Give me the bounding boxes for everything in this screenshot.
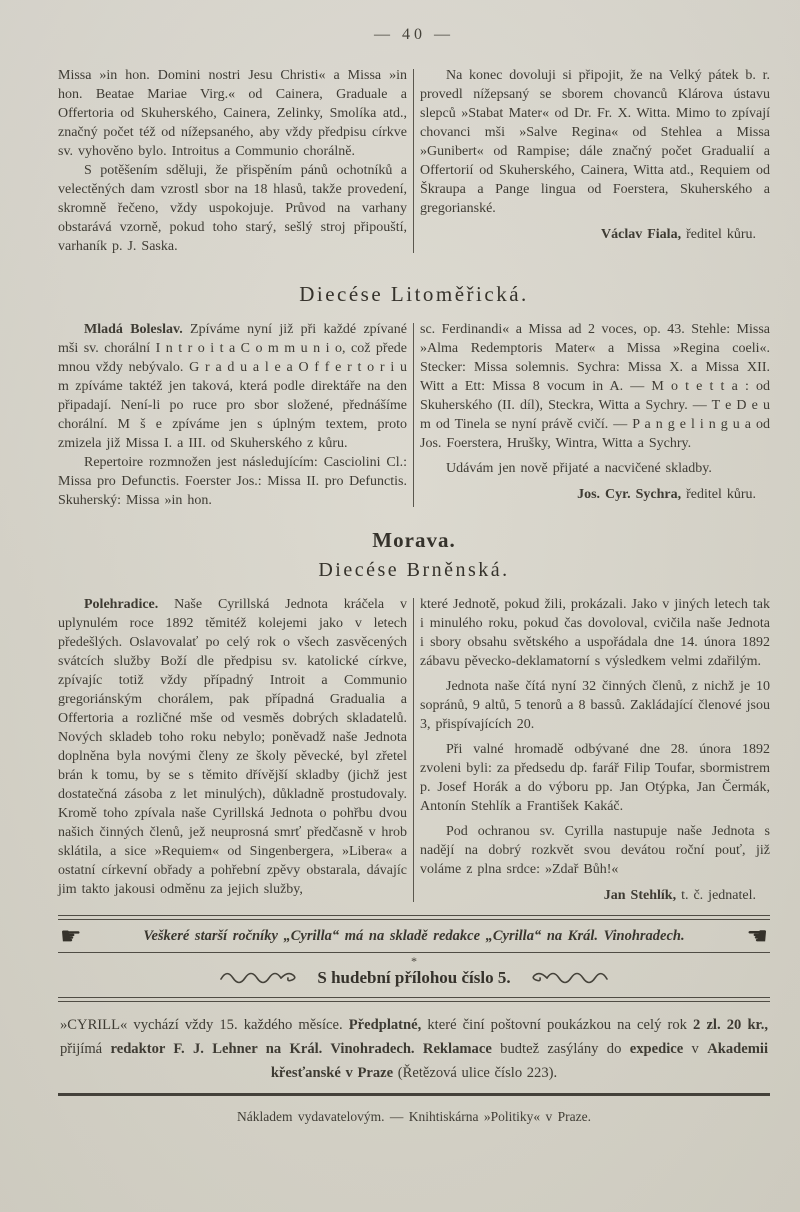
- paragraph-text: Udávám jen nově přijaté a nacvičené skladby.: [446, 461, 712, 476]
- paragraph: [58, 453, 407, 510]
- paragraph-text: Naše Cyrillská Jednota kráčela v uplynulém roce 1892 těmitéž kolejemi jako v letech předešlých. Oslavovalať po celý rok o všech zasvěcených svátcích služby Boží dle předpisu sv. katolické církve, zpívajíc totiž vždy případný Introit a Communio gregoriánským chorálem, pak případná Gradualia a Offertoria a rozličné mše od vesměs dobrých skladatelů. Nových skladeb toho roku nebylo; poněvadž naše Jednota doplněna byla novými členy ze školy pěvecké, byl zřetel brán k tomu, by se s těmito dřívější skladby (jichž jest dostatečná zásoba z let minulých), důkladně prostudovaly. Kromě toho zpívala naše Cyrillská Jednota o pohřbu dvou našich činných členů, jež neuprosná smrť předčasně v hrob sklátila, a sice »Requiem« od Singenbergera, »Libera« a ostatní církevní obřady a pohřební zpěvy obstarala, dávajíc jim takto jakousi odměnu za jejich služby,: [58, 597, 407, 897]
- signature: [420, 225, 770, 244]
- paragraph-text: S potěšením sděluji, že přispěním pánů ochotníků a velectěných dam vzrostl sbor na 18 hlasů, takže provedení, skromně řečeno, vždy uspokojuje. Průvod na varhany obstarává vzorně, pokud toho starý, sešlý stroj připouští, varhaník p. J. Saska.: [58, 163, 407, 254]
- paragraph-text: Jednota naše čítá nyní 32 činných členů, z nichž je 10 sopránů, 9 altů, 5 tenorů a 8 bassů. Zakládající členové jsou 3, přispívajících 20.: [420, 679, 770, 732]
- divider-double-rule: [58, 915, 770, 920]
- paragraph: [420, 595, 770, 671]
- paragraph-text: Na konec dovoluji si připojit, že na Velký pátek b. r. provedl nížepsaný se sborem chovanců Klárova ústavu slepců »Stabat Mater« od Dr. Fr. X. Witta. Mimo to zpívají chovanci mši »Salve Regina« od Stehlea a Missa »Gunibert« od Rampise; dále značný počet Gradualií a Offertorií od Skuherského, Cainera, Witta atd., Requiem od Škraupa a Pange lingua od Foerstera, Skuherského a gregorianské.: [420, 68, 770, 216]
- paragraph: [58, 66, 407, 161]
- divider-single-rule: [58, 952, 770, 953]
- paragraph: [420, 66, 770, 218]
- section-heading-litomerice: Diecése Litoměřická.: [299, 282, 529, 306]
- paragraph-lead: Mladá Boleslav.: [84, 322, 183, 337]
- signature-name: Jan Stehlík,: [603, 888, 677, 903]
- subscription-note: »CYRILL« vychází vždy 15. každého měsíce. Předplatné, které činí poštovní poukázkou na celý rok 2 zl. 20 kr., přijímá redaktor F. J. Lehner na Král. Vinohradech. Reklamace budtež zasýlány do expedice v Akademii křesťanské v Praze (Řetězová ulice číslo 223).: [60, 1017, 768, 1081]
- squiggle-ornament-left-icon: [219, 970, 303, 986]
- litomerice-left-column: [58, 320, 407, 510]
- page-number: — 40 —: [374, 26, 454, 43]
- supplement-line: [58, 968, 770, 988]
- paragraph: [420, 677, 770, 734]
- back-issues-notice: [60, 922, 768, 950]
- column-divider: [413, 598, 414, 902]
- paragraph: [420, 459, 770, 478]
- signature: [420, 886, 770, 905]
- paragraph-lead: Polehradice.: [84, 597, 159, 612]
- paragraph: [420, 822, 770, 879]
- intro-left-column: [58, 66, 407, 256]
- column-divider: [413, 69, 414, 253]
- section-heading-brnenska: Diecése Brněnská.: [318, 559, 510, 581]
- manicule-right-icon: ☛: [60, 922, 82, 950]
- signature-name: Jos. Cyr. Sychra,: [577, 487, 682, 502]
- litomerice-section: [58, 320, 770, 510]
- manicule-left-icon: ☚: [746, 922, 768, 950]
- signature-title: ředitel kůru.: [681, 487, 756, 502]
- paragraph-text: Při valné hromadě odbývané dne 28. února 1892 zvoleni byli: za předsedu dp. farář Filip Toufar, sbormistrem p. Josef Horák a do výboru pp. Jan Otýpka, Jan Čermák, Antonín Stehlík a František Kakáč.: [420, 742, 771, 814]
- signature-title: t. č. jednatel.: [676, 888, 756, 903]
- paragraph-text: Missa »in hon. Domini nostri Jesu Christi« a Missa »in hon. Beatae Mariae Virg.« od Cainera, Graduale a Offertoria od Skuherského, Cainera, Zelinky, Smolíka atd., značný počet též od nížepsaného, aby vždy předpisu církve sv. vyhověno bylo. Introitus a Communio chorálně.: [58, 68, 407, 159]
- separator-mark: *: [411, 954, 417, 968]
- paragraph-text: Repertoire rozmnožen jest následujícím: Casciolini Cl.: Missa pro Defunctis. Foerster Jos.: Missa II. pro Defunctis. Skuherský: Missa »in hon.: [58, 455, 407, 508]
- paragraph: [58, 161, 407, 256]
- litomerice-right-column: [420, 320, 770, 510]
- paragraph: [58, 320, 407, 453]
- divider-thick-rule: [58, 1093, 770, 1096]
- intro-section: [58, 66, 770, 256]
- brnenska-section: [58, 595, 770, 905]
- paragraph: [420, 320, 770, 453]
- brnenska-right-column: [420, 595, 770, 905]
- paragraph-text: sc. Ferdinandi« a Missa ad 2 voces, op. 43. Stehle: Missa »Alma Redemptoris Mater« a Missa »Regina coeli«. Stecker: Missa solemnis. Sychra: Missa X. a Missa XII. Witt a Ett: Missa 8 vocum in A. — M o t e t t a : od Skuherského (II. díl), Steckra, Witta a Sychry. — T e D e u m od Tinela se nyní právě cvičí. — P a n g e l i n g u a od Jos. Foerstera, Hrušky, Wintra, Witta a Sychry.: [420, 322, 770, 451]
- signature-name: Václav Fiala,: [601, 227, 682, 242]
- section-heading-morava: Morava.: [372, 528, 456, 552]
- column-divider: [413, 323, 414, 507]
- supplement-text: S hudební přílohou číslo 5.: [317, 968, 511, 987]
- paragraph-text: Zpíváme nyní již při každé zpívané mši sv. chorální I n t r o i t a C o m m u n i o, což přede mnou vždy nebývalo. G r a d u a l e a O f f e r t o r i u m zpíváme taktéž jen taková, která podle direktáře na den připadají. Není-li po ruce pro sbor složené, přednášíme chorální. M š e zpíváme jen s úplným textem, proto zmizela již Missa I. a III. od Skuherského z kůru.: [58, 322, 407, 451]
- signature-title: ředitel kůru.: [681, 227, 756, 242]
- squiggle-ornament-right-icon: [525, 970, 609, 986]
- divider-double-rule: [58, 997, 770, 1002]
- intro-right-column: [420, 66, 770, 256]
- signature: [420, 485, 770, 504]
- back-issues-notice-text: Veškeré starší ročníky „Cyrilla“ má na skladě redakce „Cyrilla“ na Král. Vinohradech.: [143, 927, 685, 944]
- imprint-footer: Nákladem vydavatelovým. — Knihtiskárna »Politiky« v Praze.: [237, 1109, 591, 1124]
- paragraph-text: Pod ochranou sv. Cyrilla nastupuje naše Jednota s nadějí na dobrý rozkvět svou devátou roční pouť, již voláme z plna srdce: »Zdař Bůh!«: [420, 824, 770, 877]
- paragraph: [58, 595, 407, 899]
- paragraph: [420, 740, 770, 816]
- paragraph-text: které Jednotě, pokud žili, prokázali. Jako v jiných letech tak i minulého roku, pokud čas dovoloval, cvičila naše Jednota i sbory obsahu světského a uspořádala dne 14. února 1892 zábavu pěvecko-deklamatorní s výsledkem velmi zdařilým.: [420, 597, 770, 669]
- brnenska-left-column: [58, 595, 407, 905]
